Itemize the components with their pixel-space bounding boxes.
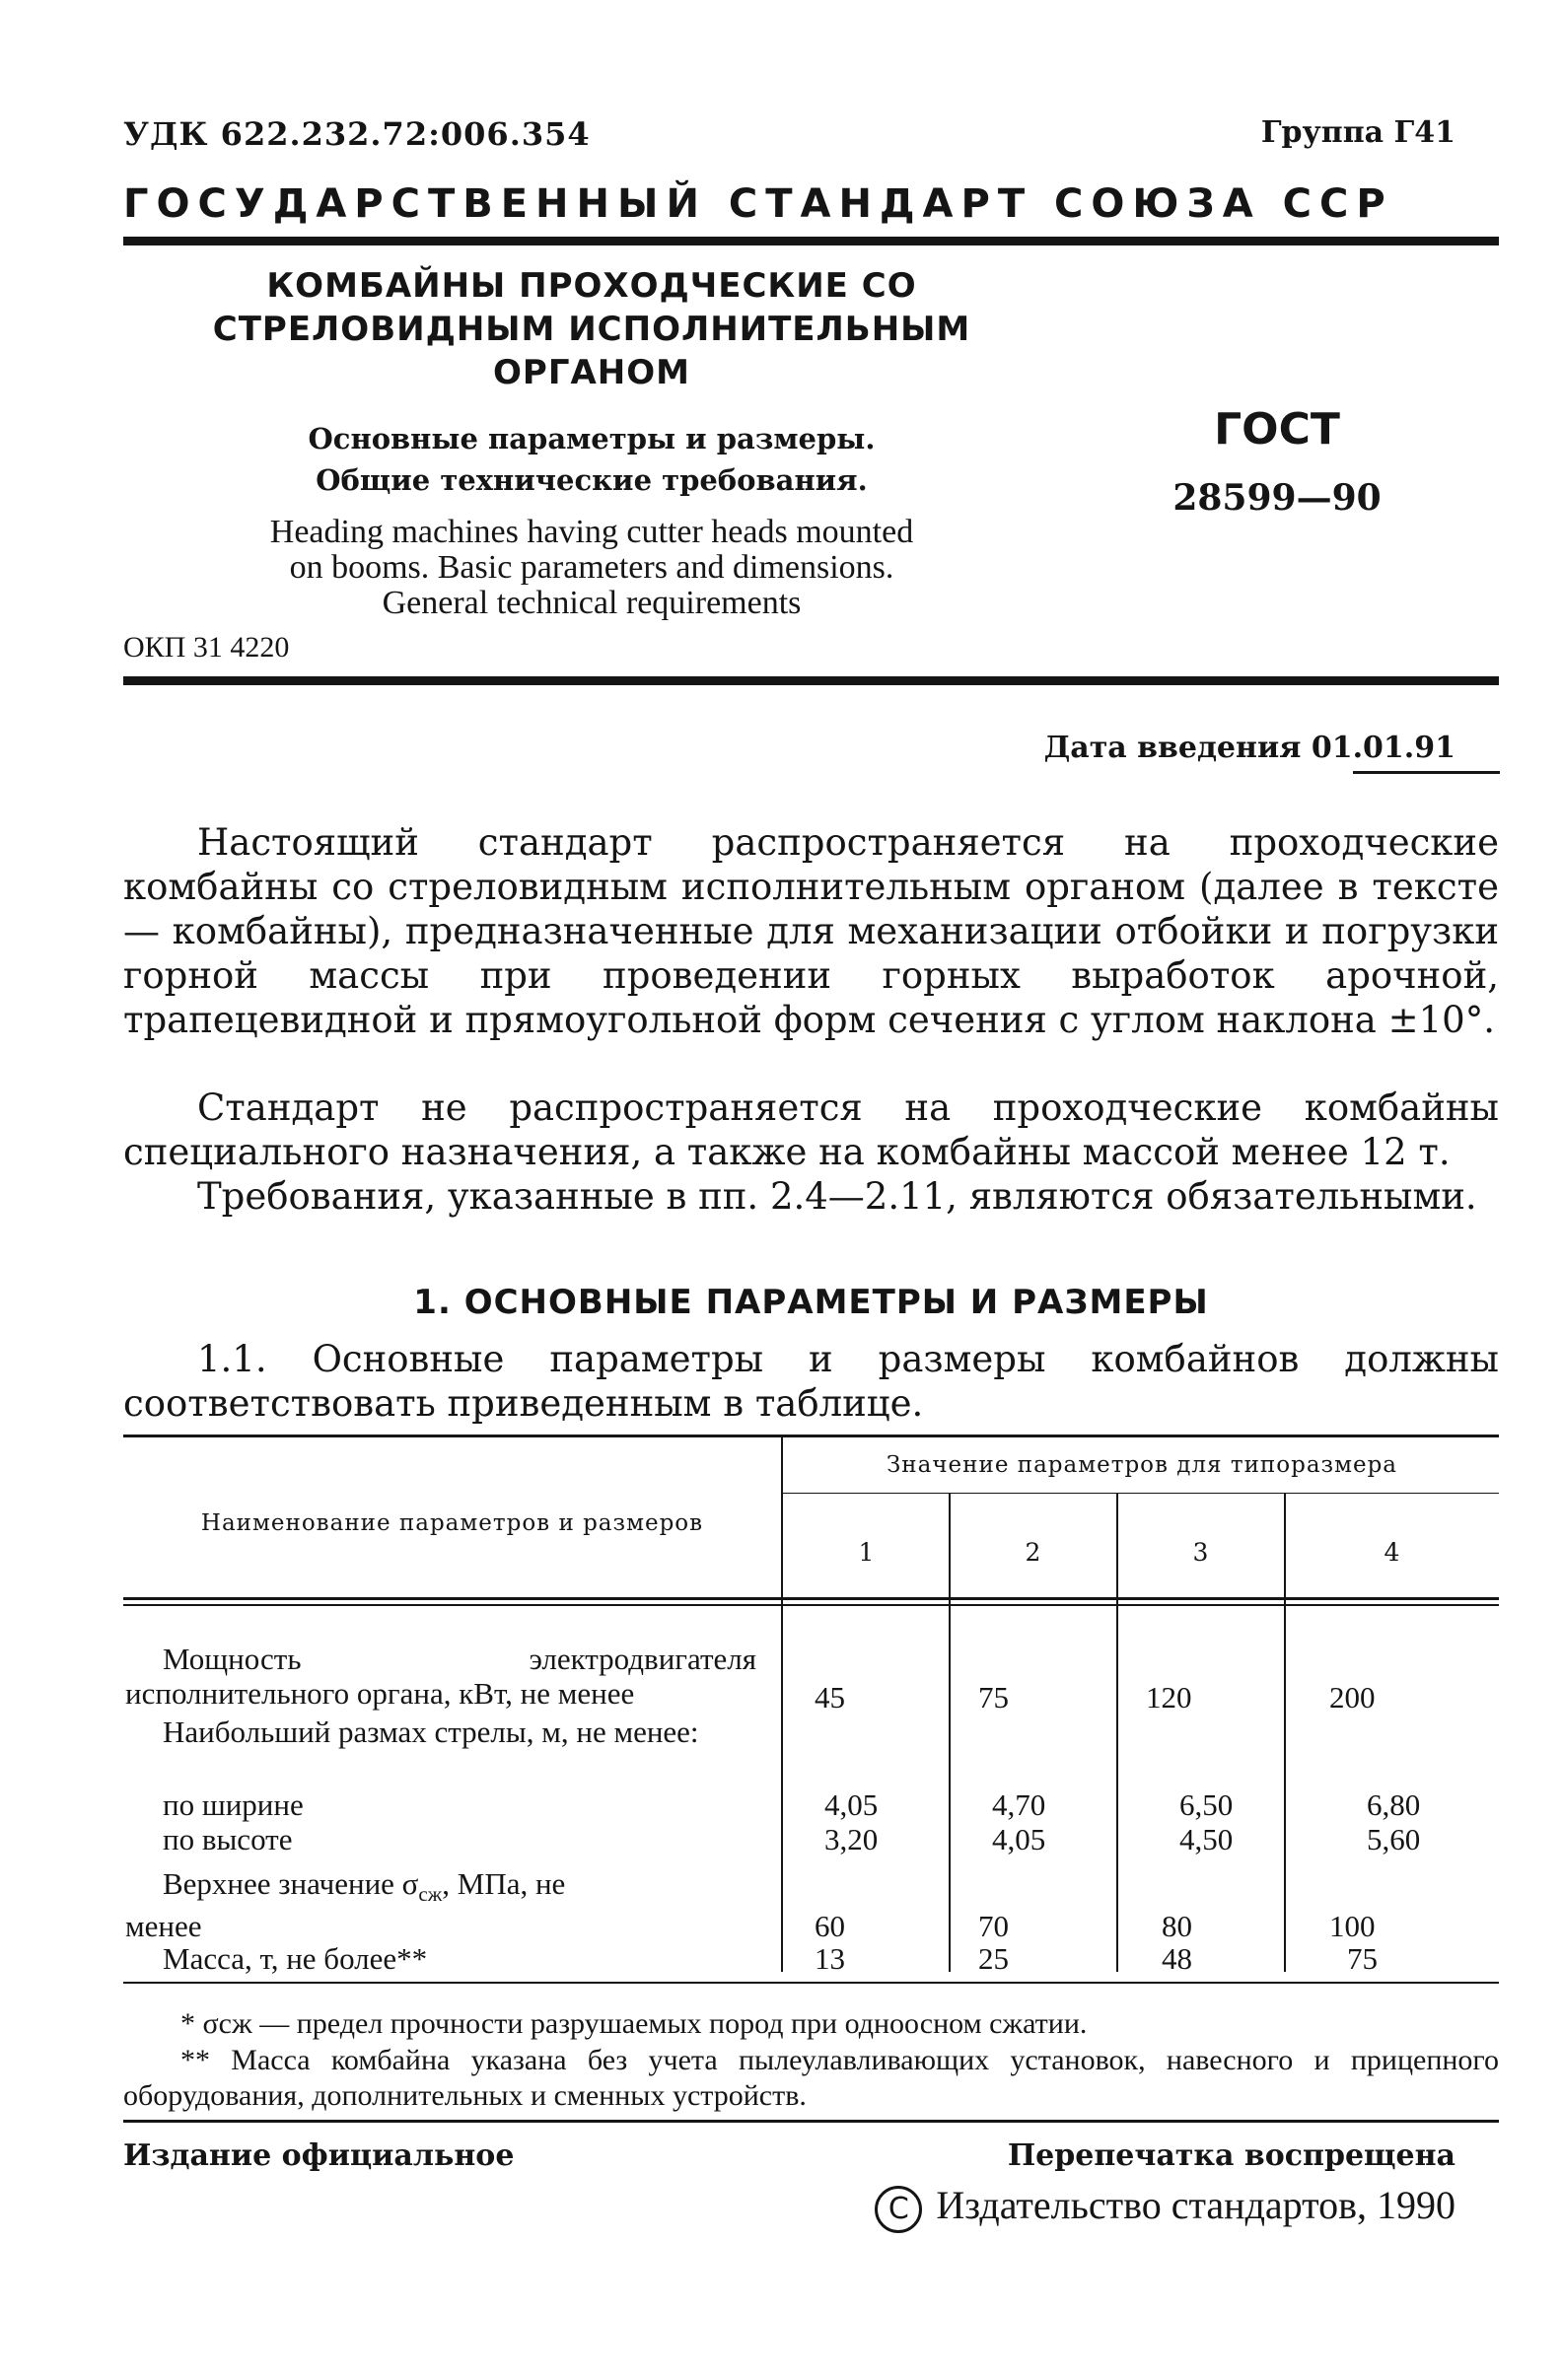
introduction-date-value: 01.01.91 [1311,731,1456,765]
group-code: Группа Г41 [1260,115,1456,150]
col-header-size: 2 [1025,1538,1042,1567]
title-rule [123,676,1499,685]
reprint-prohibited-note: Перепечатка воспрещена [1007,2138,1456,2173]
strength-label-start: Верхнее значение σ [163,1866,419,1901]
col-header-size: 1 [858,1538,876,1567]
subtitle-line-2: Общие технические требования. [316,463,868,497]
col-header-size: 4 [1384,1538,1401,1567]
col-header-size: 3 [1192,1538,1210,1567]
table-bottom-rule [123,1982,1499,1984]
introduction-date-label: Дата введения [1043,731,1302,765]
state-standard-banner: ГОСУДАРСТВЕННЫЙ СТАНДАРТ СОЮЗА ССР [123,181,1393,227]
cell-height: 3,20 [824,1822,879,1856]
table-header-rule-2 [123,1604,1499,1606]
paragraph-mandatory: Требования, указанные в пп. 2.4—2.11, являются обязательными. [197,1175,1477,1218]
cell-power: 200 [1329,1680,1376,1715]
cell-width: 4,70 [992,1787,1046,1822]
title-line-2: СТРЕЛОВИДНЫМ ИСПОЛНИТЕЛЬНЫМ [212,310,971,349]
section-heading: 1. ОСНОВНЫЕ ПАРАМЕТРЫ И РАЗМЕРЫ [413,1283,1209,1322]
table-top-rule [123,1435,1499,1437]
row-label-width: по ширине [163,1787,304,1822]
english-title-line-2: on booms. Basic parameters and dimensions. [289,549,894,586]
title-line-3: ОРГАНОМ [493,353,690,392]
publisher-name: Издательство стандартов, 1990 [936,2183,1456,2227]
row-label-mass: Масса, т, не более** [163,1941,428,1976]
cell-power: 75 [978,1680,1009,1715]
cell-width: 4,05 [824,1787,879,1822]
cell-mass: 48 [1162,1941,1192,1976]
header-rule [123,237,1499,245]
cell-height: 4,50 [1179,1822,1234,1856]
introduction-date [1044,731,1456,765]
cell-strength: 70 [978,1909,1009,1943]
cell-mass: 75 [1347,1941,1378,1976]
cell-width: 6,50 [1179,1787,1234,1822]
cell-width: 6,80 [1367,1787,1421,1822]
cell-strength: 60 [815,1909,845,1943]
row-label-power: Мощность электродвигателя исполнительного органа, кВт, не менее [125,1642,756,1711]
publisher-line [875,2182,1456,2233]
copyright-icon: C [875,2186,922,2233]
cell-height: 4,05 [992,1822,1046,1856]
row-label-strength [125,1866,756,1912]
paragraph-scope: Настоящий стандарт распространяется на проходческие комбайны со стреловидным исполнительным органом (далее в тексте — комбайны), предназначенные для механизации отбойки и погрузки горной массы при проведении горных выработок арочной, трапецевидной и прямоугольной форм сечения с углом наклона ±10°. [123,821,1499,1041]
clause-1-1: 1.1. Основные параметры и размеры комбайнов должны соответствовать приведенным в таблице. [123,1338,1499,1425]
gost-label: ГОСТ [1214,404,1340,455]
cell-strength: 100 [1329,1909,1376,1943]
subtitle-line-1: Основные параметры и размеры. [308,422,876,455]
cell-height: 5,60 [1367,1822,1421,1856]
paragraph-exclusion: Стандарт не распространяется на проходческие комбайны специального назначения, а также на комбайны массой менее 12 т. [123,1086,1499,1173]
cell-power: 120 [1146,1680,1192,1715]
footer-rule [123,2120,1499,2123]
col-header-parameter: Наименование параметров и размеров [200,1510,704,1536]
cell-mass: 13 [815,1941,845,1976]
cell-strength: 80 [1162,1909,1192,1943]
english-title-line-3: General technical requirements [382,585,802,621]
row-label-boom: Наибольший размах стрелы, м, не менее: [163,1715,699,1749]
cell-mass: 25 [978,1941,1009,1976]
row-label-height: по высоте [163,1822,293,1856]
official-edition-note: Издание официальное [123,2138,515,2173]
okp-code: ОКП 31 4220 [123,631,290,664]
strength-label-end: , МПа, не [442,1866,566,1901]
udk-code: УДК 622.232.72:006.354 [123,115,591,153]
table-col-divider [781,1437,783,1972]
english-title-line-1: Heading machines having cutter heads mounted [269,514,914,550]
table-group-rule [783,1493,1499,1494]
cell-power: 45 [815,1680,845,1715]
footnote-1: * σсж — предел прочности разрушаемых пород при одноосном сжатии. [180,2007,1088,2040]
date-underline [1353,771,1500,774]
gost-number: 28599—90 [1172,477,1382,519]
strength-subscript: сж [418,1882,443,1907]
row-label-strength-cont: менее [125,1909,202,1943]
col-header-group: Значение параметров для типоразмера [886,1452,1398,1478]
table-header-rule [123,1597,1499,1600]
title-line-1: КОМБАЙНЫ ПРОХОДЧЕСКИЕ СО [266,266,917,306]
footnote-2: ** Масса комбайна указана без учета пылеулавливающих установок, навесного и прицепного оборудования, дополнительных и сменных устройств. [123,2044,1499,2112]
